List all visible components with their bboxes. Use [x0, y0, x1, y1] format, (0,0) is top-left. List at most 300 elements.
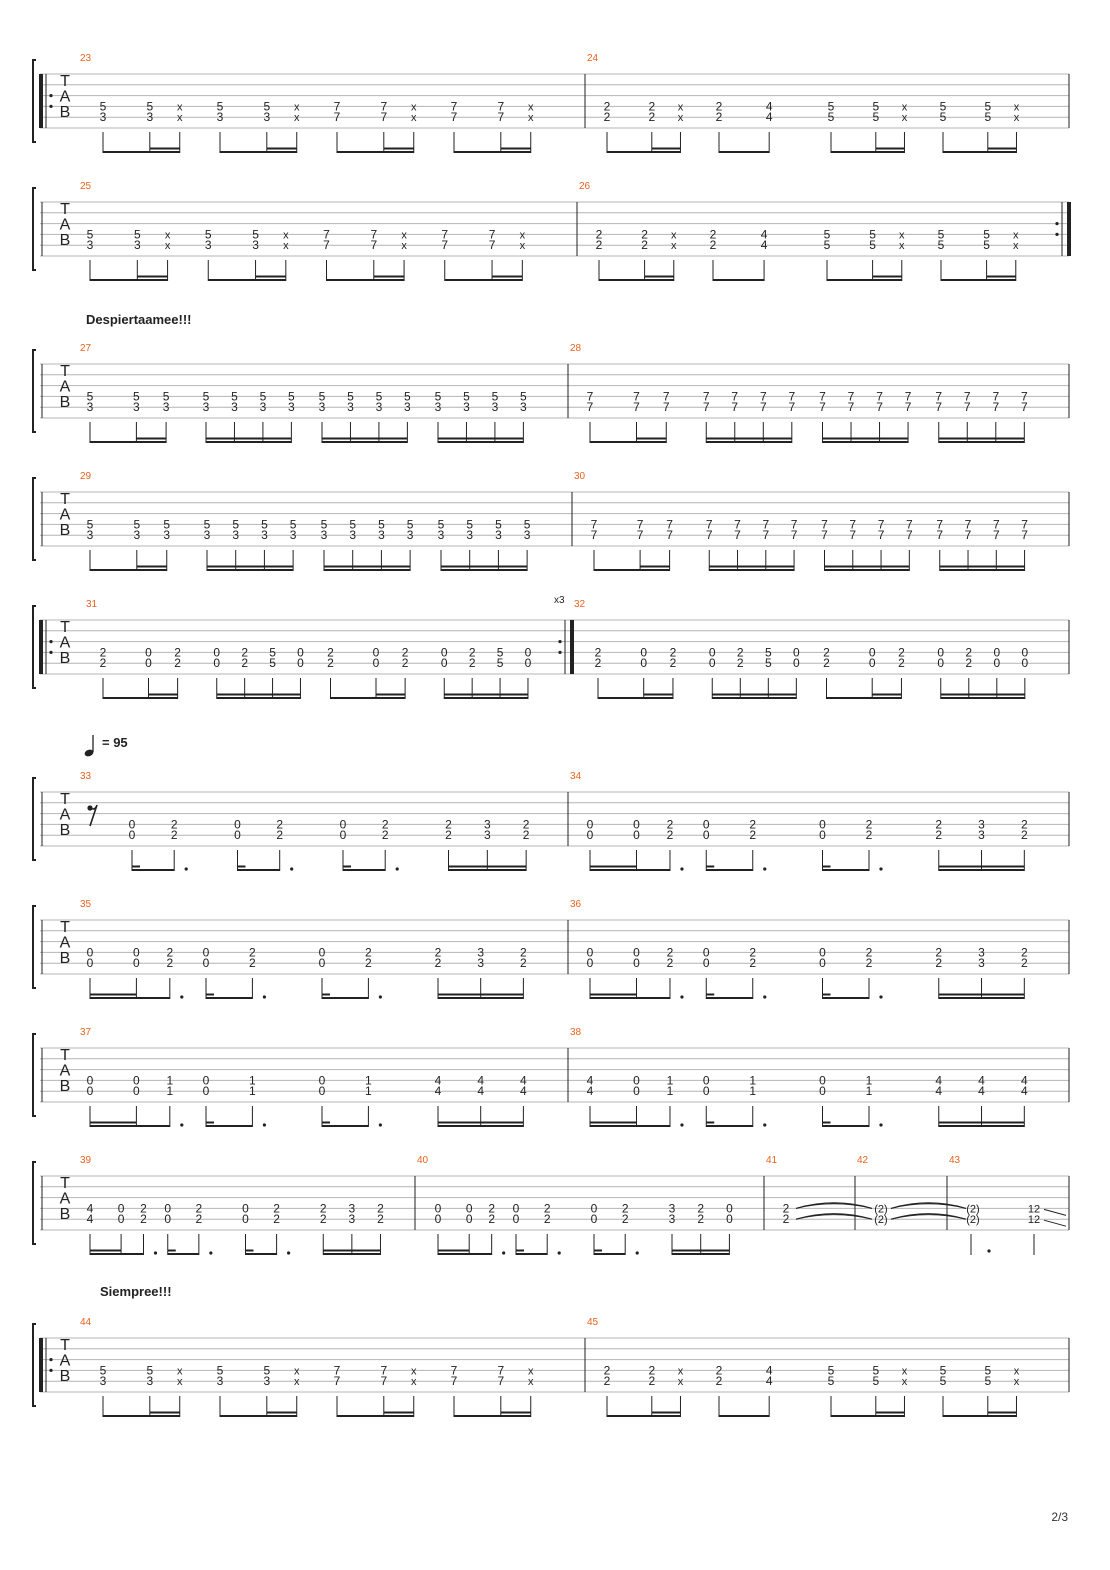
fret-number: 7: [450, 110, 458, 125]
tab-system-5: [33, 595, 1069, 699]
fret-number: 7: [702, 400, 710, 415]
measure-number: 37: [80, 1027, 92, 1038]
beam-secondary: [438, 994, 523, 996]
measure-number: 29: [80, 471, 92, 482]
fret-number: 2: [249, 956, 256, 971]
fret-number: 2: [935, 956, 943, 971]
fret-number: 1: [865, 1084, 873, 1099]
fret-number: 2: [377, 1212, 384, 1227]
fret-number: 7: [323, 227, 330, 242]
fret-number: 4: [765, 110, 773, 125]
beam-secondary: [709, 566, 794, 568]
fret-number: 5: [872, 110, 880, 125]
fret-number: 2: [621, 1212, 629, 1227]
augmentation-dot: [379, 1123, 382, 1126]
fret-number: 2: [603, 1374, 611, 1389]
fret-number: 0: [133, 1084, 140, 1099]
fret-number: 2: [782, 1212, 790, 1227]
fret-number: 7: [488, 227, 496, 242]
fret-number: 3: [348, 1201, 356, 1216]
fret-number: 3: [252, 238, 259, 253]
tab-clef-letter: A: [59, 506, 71, 524]
beam: [598, 697, 673, 699]
fret-number: 3: [259, 400, 267, 415]
fret-number: 0: [937, 656, 945, 671]
fret-number: 2: [468, 645, 476, 660]
fret-number: 7: [992, 528, 1000, 543]
fret-number: 4: [978, 1073, 985, 1088]
augmentation-dot: [180, 995, 183, 998]
beam-secondary: [987, 276, 1016, 278]
fret-number: 4: [477, 1084, 485, 1099]
fret-number: 2: [140, 1212, 147, 1227]
fret-number: 7: [370, 238, 378, 253]
fret-number: 5: [827, 1374, 835, 1389]
fret-number: 2: [276, 828, 284, 843]
fret-number: 0: [819, 956, 826, 971]
beam: [343, 869, 385, 871]
fret-number: 5: [216, 99, 224, 114]
fret-number: 2: [381, 828, 389, 843]
fret-number: 2: [648, 1374, 656, 1389]
beam-secondary: [438, 438, 523, 440]
fret-number: 0: [586, 945, 594, 960]
fret-number: 2: [823, 645, 830, 660]
beam-partial: [168, 1250, 176, 1252]
fret-number: 0: [819, 1084, 826, 1099]
fret-number: 7: [935, 389, 943, 404]
fret-number: 0: [819, 1073, 826, 1088]
fret-number: 4: [477, 1073, 485, 1088]
fret-number: 0: [434, 1212, 442, 1227]
beam-secondary: [150, 1412, 180, 1414]
beam: [706, 1125, 753, 1127]
beam: [90, 1253, 143, 1255]
beam-secondary: [217, 694, 301, 696]
measure-40: [417, 1155, 764, 1255]
dead-note: x: [901, 112, 908, 125]
beam-partial: [823, 994, 831, 996]
tab-clef-letter: T: [60, 363, 70, 380]
beam: [337, 1415, 414, 1417]
augmentation-dot: [209, 1251, 212, 1254]
tab-clef-letter: B: [59, 1206, 71, 1223]
fret-number: 0: [1021, 656, 1029, 671]
fret-number: 0: [128, 828, 136, 843]
fret-number: 5: [939, 110, 947, 125]
tab-clef-letter: B: [59, 950, 71, 967]
fret-number: 2: [273, 1212, 280, 1227]
beam: [90, 1125, 170, 1127]
fret-number: 2: [715, 99, 723, 114]
beam: [220, 151, 297, 153]
beam: [941, 697, 1025, 699]
fret-number: 5: [434, 389, 442, 404]
beam: [322, 441, 407, 443]
tab-system-1: [33, 53, 1069, 153]
fret-number: 2: [715, 1374, 723, 1389]
measure-number: 32: [574, 599, 586, 610]
fret-number: 2: [709, 238, 717, 253]
beam: [939, 869, 1025, 871]
fret-number: 2: [99, 656, 107, 671]
augmentation-dot: [180, 1123, 183, 1126]
tie: [891, 1204, 966, 1209]
fret-number: 7: [662, 389, 670, 404]
fret-number: 7: [323, 238, 330, 253]
fret-number: 0: [86, 1073, 94, 1088]
fret-number: 2: [648, 99, 656, 114]
fret-number: 3: [99, 1374, 107, 1389]
fret-number: 5: [984, 99, 992, 114]
beam-secondary: [501, 148, 531, 150]
fret-number: 4: [1020, 1084, 1028, 1099]
beam-secondary: [652, 148, 681, 150]
fret-number: 5: [495, 517, 502, 532]
fret-number: 5: [764, 645, 772, 660]
fret-number: 2: [520, 956, 527, 971]
beam-secondary: [873, 276, 902, 278]
fret-number: 4: [86, 1201, 94, 1216]
fret-number: 2: [1020, 817, 1028, 832]
dead-note: x: [177, 1376, 183, 1389]
fret-number: 2: [666, 945, 674, 960]
fret-number: 0: [633, 1084, 640, 1099]
fret-number: 0: [234, 828, 241, 843]
fret-number: 3: [263, 110, 271, 125]
fret-number: 5: [496, 656, 504, 671]
fret-number: 3: [404, 400, 411, 415]
beam-secondary: [438, 1250, 469, 1252]
fret-number: 5: [375, 389, 383, 404]
fret-number: 7: [877, 517, 885, 532]
fret-number: 5: [318, 389, 326, 404]
tab-clef-letter: T: [60, 791, 70, 808]
beam: [943, 151, 1016, 153]
repeat-dot: [49, 651, 52, 654]
fret-number: 0: [633, 1073, 640, 1088]
dead-note: x: [283, 229, 289, 242]
fret-number: 2: [174, 645, 181, 660]
fret-number: 7: [904, 400, 912, 415]
beam-partial: [516, 1250, 524, 1252]
fret-number: 7: [497, 1363, 505, 1378]
dead-note: x: [671, 229, 677, 242]
fret-number: 7: [992, 400, 1000, 415]
dead-note: x: [294, 1376, 300, 1389]
fret-number: 5: [523, 517, 531, 532]
fret-number: 2: [140, 1201, 147, 1216]
beam-partial: [322, 1122, 330, 1124]
fret-number: 7: [333, 99, 341, 114]
fret-number: 0: [819, 817, 826, 832]
tab-clef-letter: A: [59, 1062, 71, 1080]
fret-number: 2: [327, 656, 334, 671]
fret-number: 0: [868, 656, 876, 671]
beam-partial: [206, 1122, 214, 1124]
page-number: 2/3: [1051, 1510, 1068, 1524]
dead-note: x: [519, 240, 526, 253]
tab-clef-letter: T: [60, 919, 70, 936]
slide-out: [1044, 1220, 1066, 1226]
fret-number: 7: [590, 528, 598, 543]
fret-number: 3: [477, 956, 485, 971]
fret-number: 7: [964, 517, 972, 532]
fret-number: 1: [166, 1084, 174, 1099]
fret-number: 2: [736, 656, 744, 671]
fret-number: 7: [633, 400, 640, 415]
beam-secondary: [988, 1412, 1017, 1414]
fret-number: 0: [792, 645, 800, 660]
fret-number: 5: [162, 389, 170, 404]
tab-clef-letter: A: [59, 1190, 71, 1208]
dead-note: x: [283, 240, 289, 253]
fret-number: 2: [249, 945, 256, 960]
fret-number: 3: [288, 400, 295, 415]
beam-secondary: [207, 566, 293, 568]
measure-number: 40: [417, 1155, 429, 1166]
measure-30: [574, 471, 1069, 571]
fret-number: 3: [99, 110, 107, 125]
augmentation-dot: [680, 995, 683, 998]
beam-secondary: [90, 1122, 136, 1124]
beam-secondary: [712, 694, 796, 696]
fret-number: 5: [99, 99, 107, 114]
fret-number: 5: [86, 517, 94, 532]
dead-note: x: [677, 1376, 684, 1389]
fret-number: 5: [133, 227, 141, 242]
tab-system-2: [33, 181, 1071, 281]
fret-number: 2: [170, 817, 178, 832]
beam: [90, 997, 170, 999]
augmentation-dot: [763, 995, 766, 998]
fret-number: 2: [365, 945, 372, 960]
fret-number: 5: [406, 517, 414, 532]
measure-number: 35: [80, 899, 92, 910]
fret-number: 2: [865, 828, 873, 843]
beam: [438, 441, 523, 443]
fret-number: 0: [590, 1201, 598, 1216]
beam: [90, 441, 166, 443]
tab-clef-letter: T: [60, 491, 70, 508]
fret-number: 2: [715, 1363, 723, 1378]
beam-secondary: [637, 438, 667, 440]
repeat-end-bar: [1067, 202, 1071, 256]
beam-secondary: [376, 694, 405, 696]
fret-number: 0: [702, 817, 710, 832]
dead-note: x: [528, 101, 534, 114]
beam-partial: [823, 1122, 831, 1124]
fret-number: 7: [849, 517, 857, 532]
fret-number: 7: [705, 517, 713, 532]
beam: [445, 279, 523, 281]
fret-number: 7: [876, 389, 883, 404]
dead-note: x: [671, 240, 677, 253]
fret-number: 7: [333, 110, 341, 125]
fret-number: 7: [380, 1374, 388, 1389]
fret-number: 7: [905, 528, 913, 543]
fret-number: 2: [543, 1201, 551, 1216]
fret-number: 2: [749, 945, 757, 960]
fret-number: 2: [520, 945, 527, 960]
fret-number: 2: [697, 1212, 705, 1227]
fret-number: 5: [823, 227, 831, 242]
fret-number: 7: [333, 1363, 341, 1378]
fret-number: 0: [133, 1073, 140, 1088]
beam: [322, 1125, 368, 1127]
tab-clef-letter: T: [60, 1175, 70, 1192]
fret-number: 3: [204, 238, 212, 253]
beam-partial: [322, 994, 330, 996]
fret-number: 0: [440, 645, 448, 660]
beam: [709, 569, 794, 571]
beam: [206, 997, 252, 999]
fret-number: 2: [594, 645, 602, 660]
fret-number: 5: [872, 99, 880, 114]
augmentation-dot: [987, 1249, 990, 1252]
fret-number: 3: [216, 110, 224, 125]
fret-number: 2: [621, 1201, 629, 1216]
fret-number: 0: [86, 945, 94, 960]
system-bracket: [33, 606, 36, 688]
fret-number: 7: [819, 389, 826, 404]
fret-number: 3: [523, 528, 531, 543]
dead-note: x: [1013, 240, 1019, 253]
system-bracket: [33, 478, 36, 560]
beam-secondary: [825, 566, 910, 568]
fret-number: 7: [1021, 528, 1028, 543]
measure-number: 34: [570, 771, 582, 782]
beam-secondary: [590, 1122, 637, 1124]
fret-number: 3: [162, 400, 170, 415]
fret-number: 3: [477, 945, 485, 960]
fret-number: 2: [935, 945, 943, 960]
beam-secondary: [939, 866, 1025, 868]
fret-number: 7: [497, 99, 505, 114]
tab-clef-letter: A: [59, 216, 71, 234]
fret-number: 2: [276, 817, 284, 832]
fret-number: 0: [819, 828, 826, 843]
fret-number: 1: [249, 1073, 256, 1088]
fret-number: 2: [709, 227, 717, 242]
fret-number: 0: [372, 645, 380, 660]
fret-number: 2: [595, 227, 603, 242]
fret-number: 4: [935, 1073, 943, 1088]
beam: [324, 569, 410, 571]
fret-number: 0: [524, 656, 532, 671]
beam: [90, 569, 167, 571]
fret-number: 7: [759, 400, 767, 415]
fret-number: 0: [434, 1201, 442, 1216]
measure-number: 45: [587, 1317, 599, 1328]
fret-number: 7: [450, 1374, 458, 1389]
fret-number: 3: [495, 528, 502, 543]
fret-number: 0: [86, 1084, 94, 1099]
beam: [672, 1253, 729, 1255]
fret-number: 5: [259, 389, 267, 404]
dead-note: x: [164, 229, 171, 242]
fret-number: 7: [734, 517, 741, 532]
fret-number: 0: [339, 828, 347, 843]
fret-number: 5: [349, 517, 357, 532]
beam-secondary: [872, 694, 901, 696]
fret-number: 3: [437, 528, 445, 543]
system-bracket: [33, 60, 36, 142]
fret-number: 5: [231, 389, 238, 404]
fret-number: 7: [370, 227, 378, 242]
fret-number: 7: [705, 528, 713, 543]
fret-number: 7: [819, 400, 826, 415]
beam-partial: [706, 994, 714, 996]
beam: [713, 279, 764, 281]
beam: [444, 697, 528, 699]
beam: [831, 1415, 904, 1417]
fret-number: 0: [993, 645, 1001, 660]
fret-number: 3: [232, 528, 240, 543]
measure-number: 24: [587, 53, 599, 64]
beam: [943, 1415, 1016, 1417]
dead-note: x: [528, 112, 534, 125]
fret-number: 2: [401, 645, 409, 660]
fret-number: 0: [318, 956, 326, 971]
dead-note: x: [411, 101, 417, 114]
beam: [238, 869, 280, 871]
fret-number: 5: [288, 389, 295, 404]
fret-number: 7: [788, 389, 796, 404]
tab-clef-letter: A: [59, 88, 71, 106]
fret-number: 0: [792, 656, 800, 671]
beam-partial: [238, 866, 246, 868]
dead-note: x: [164, 240, 171, 253]
fret-number: 7: [759, 389, 767, 404]
fret-number: 7: [333, 1374, 341, 1389]
fret-number: 4: [760, 227, 768, 242]
fret-number: 5: [872, 1363, 880, 1378]
beam-secondary: [939, 994, 1025, 996]
fret-number: 2: [377, 1201, 384, 1216]
fret-number: 7: [666, 528, 673, 543]
fret-number: 2: [965, 645, 973, 660]
fret-number: 2: [749, 956, 757, 971]
fret-number: 5: [320, 517, 328, 532]
beam-secondary: [149, 694, 178, 696]
fret-number: 7: [441, 227, 449, 242]
beam-secondary: [137, 566, 167, 568]
beam: [825, 569, 910, 571]
dead-note: x: [1013, 101, 1020, 114]
fret-number: 7: [590, 517, 598, 532]
system-bracket: [33, 1034, 36, 1116]
fret-number: 3: [668, 1212, 676, 1227]
fret-number: 5: [86, 389, 94, 404]
fret-number: 1: [666, 1084, 674, 1099]
beam: [103, 697, 178, 699]
beam: [590, 441, 666, 443]
fret-number: 3: [466, 528, 474, 543]
measure-number: 43: [949, 1155, 961, 1166]
fret-number: 3: [483, 828, 491, 843]
fret-number: 4: [434, 1073, 442, 1088]
fret-number: 5: [146, 99, 154, 114]
fret-number: 2: [641, 238, 648, 253]
beam: [823, 869, 870, 871]
repeat-dot: [49, 1369, 52, 1372]
fret-number: 0: [318, 945, 326, 960]
measure-27: [80, 343, 568, 443]
fret-number: 4: [586, 1084, 594, 1099]
fret-number: 7: [734, 528, 741, 543]
fret-number: 0: [133, 956, 140, 971]
